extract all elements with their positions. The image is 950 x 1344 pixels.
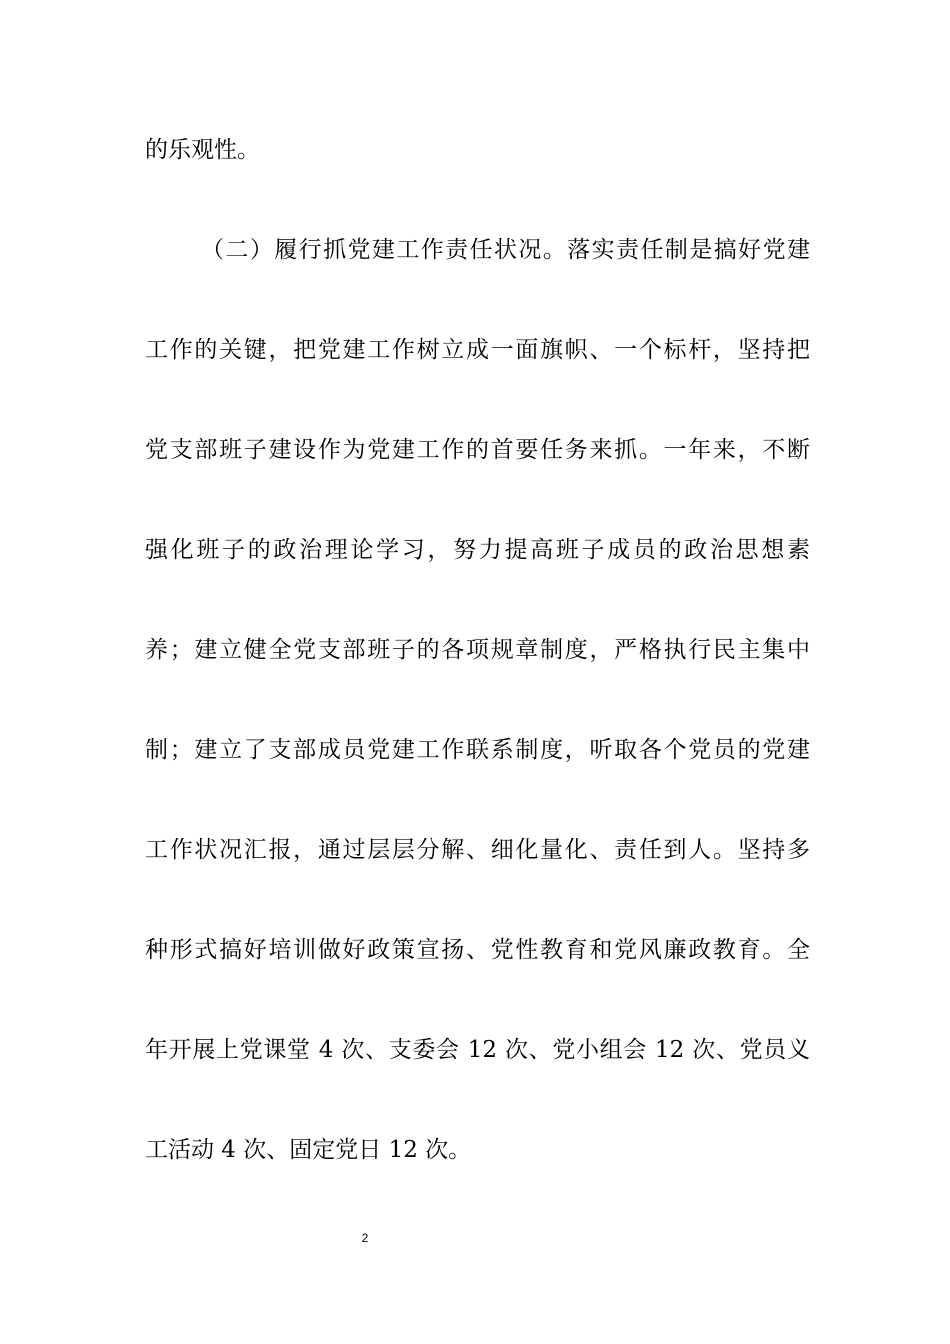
- paragraph-line: 种形式搞好培训做好政策宣扬、党性教育和党风廉政教育。全: [145, 937, 810, 963]
- paragraph-heading-line: （二）履行抓党建工作责任状况。落实责任制是搞好党建: [201, 237, 810, 263]
- paragraph-line: 养；建立健全党支部班子的各项规章制度，严格执行民主集中: [145, 637, 810, 663]
- paragraph-line: 工活动 4 次、固定党日 12 次。: [145, 1137, 472, 1163]
- page-number: 2: [361, 1231, 369, 1245]
- paragraph-line: 强化班子的政治理论学习，努力提高班子成员的政治思想素: [145, 537, 810, 563]
- paragraph-line: 年开展上党课堂 4 次、支委会 12 次、党小组会 12 次、党员义: [145, 1037, 810, 1063]
- paragraph-line: 制；建立了支部成员党建工作联系制度，听取各个党员的党建: [145, 737, 810, 763]
- paragraph-line: 党支部班子建设作为党建工作的首要任务来抓。一年来，不断: [145, 437, 810, 463]
- paragraph-line: 工作状况汇报，通过层层分解、细化量化、责任到人。坚持多: [145, 837, 810, 863]
- paragraph-line: 工作的关键，把党建工作树立成一面旗帜、一个标杆，坚持把: [145, 337, 810, 363]
- paragraph-line: 的乐观性。: [145, 137, 260, 163]
